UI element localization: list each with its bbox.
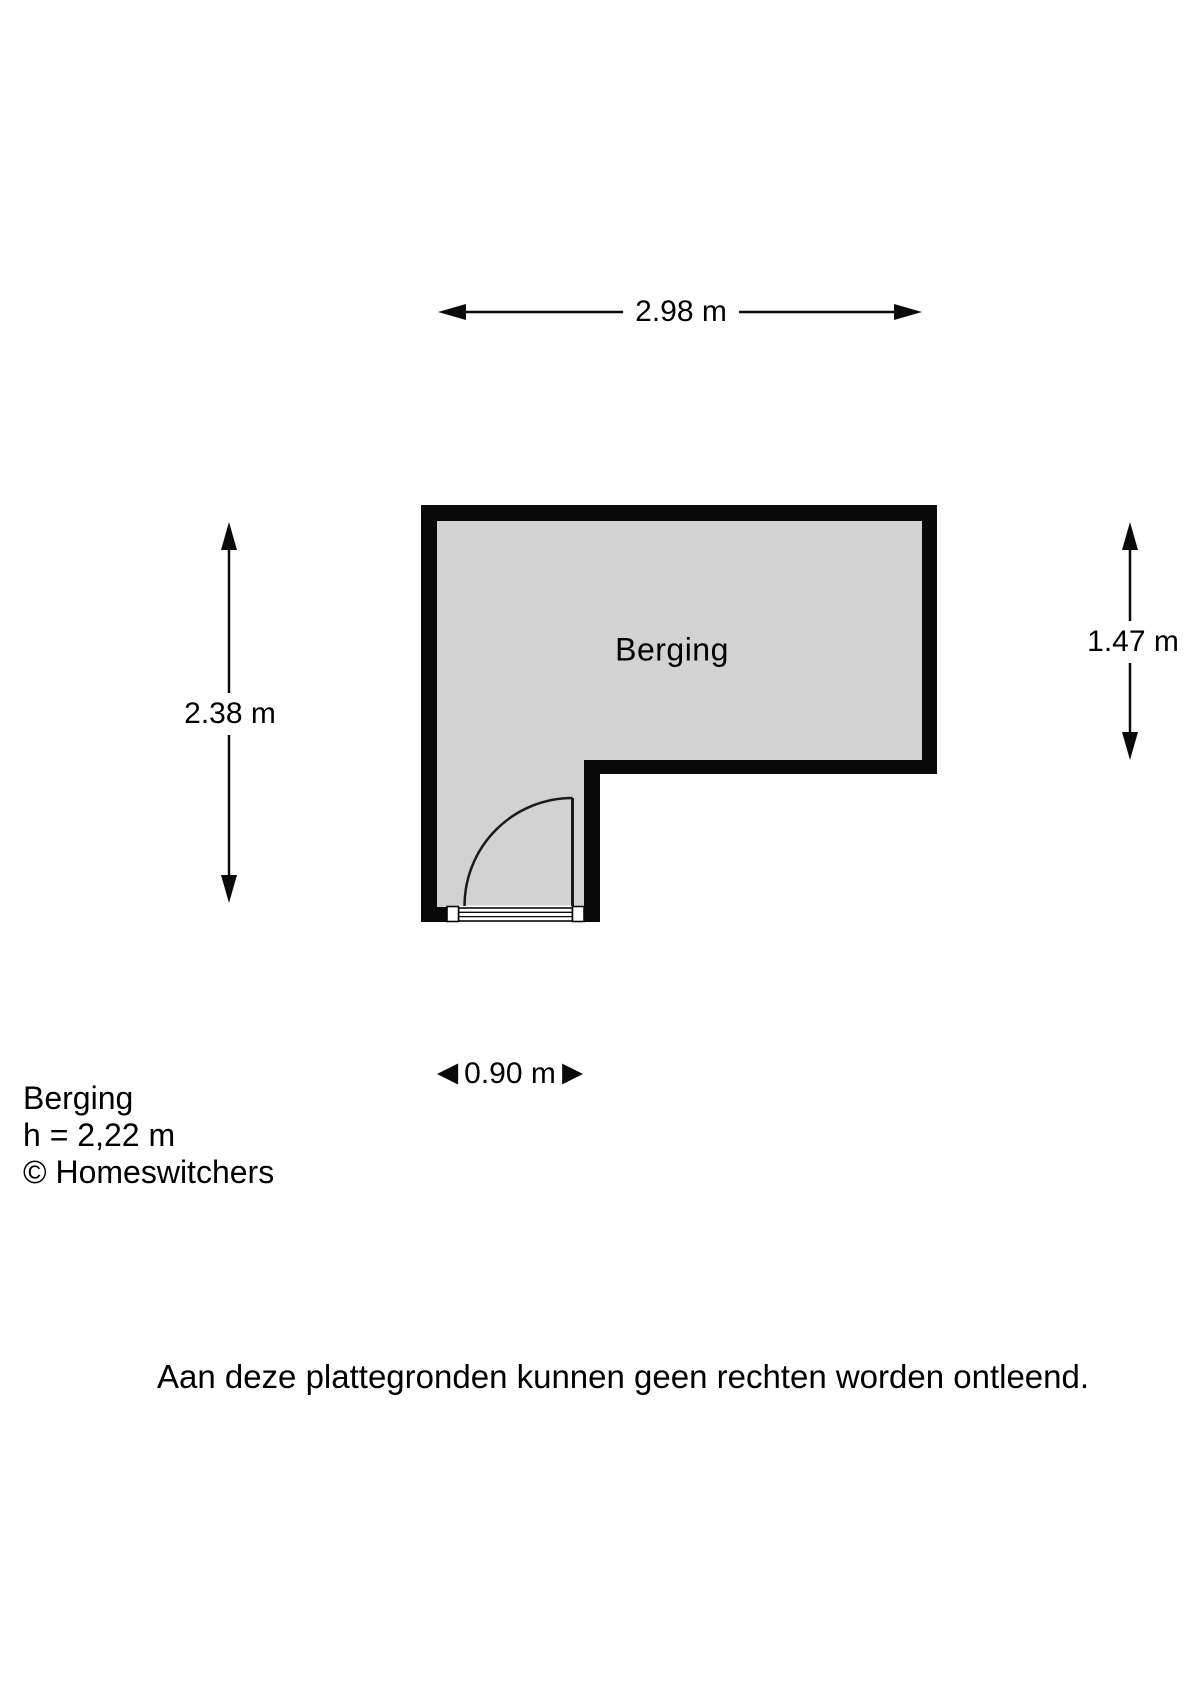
dimension-label-bottom: 0.90 m [458,1057,562,1091]
arrowhead-top-left [438,304,466,320]
legend-copyright: © Homeswitchers [23,1154,275,1190]
room-floor [437,521,922,907]
door-jamb-right [573,907,585,922]
dimension-label-right: 1.47 m [1081,621,1185,663]
door-threshold [459,908,573,921]
arrowhead-bottom-left [437,1063,459,1085]
plan-legend [23,1080,274,1191]
dimension-label-top: 2.98 m [623,295,739,329]
arrowhead-bottom-right [561,1063,583,1085]
arrowhead-left-top [221,522,237,550]
arrowhead-left-bottom [221,875,237,903]
arrowhead-right-top [1122,522,1138,550]
room-name-label: Berging [615,631,729,668]
arrowhead-top-right [894,304,922,320]
door-jamb-left [447,907,459,922]
legend-room-name: Berging [23,1080,134,1116]
dimension-label-left: 2.38 m [178,693,282,735]
disclaimer-text: Aan deze plattegronden kunnen geen rechten worden ontleend. [156,1358,1090,1395]
legend-ceiling-height: h = 2,22 m [23,1117,176,1153]
arrowhead-right-bottom [1122,732,1138,760]
